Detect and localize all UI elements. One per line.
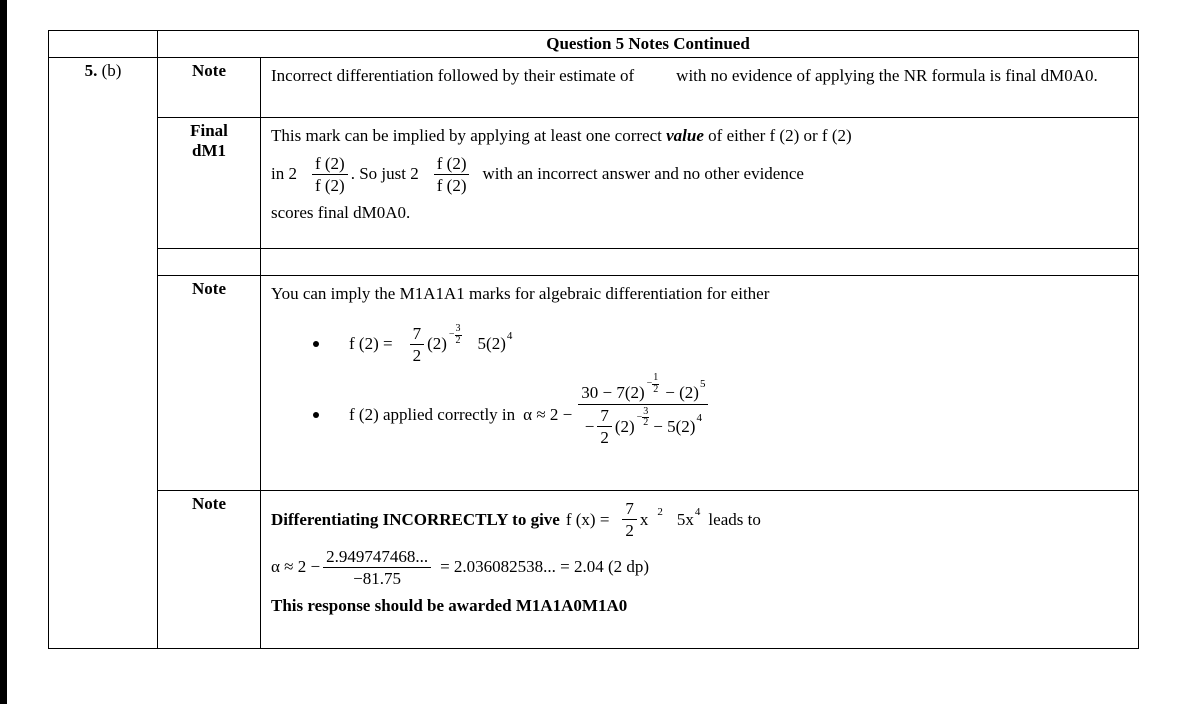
fraction-numerator: 7 [597,405,612,427]
applied-correctly-text: f (2) applied correctly in [349,405,516,425]
note2-row [49,276,1139,491]
bullet-item-2 [313,372,1128,449]
note3-content-cell [261,491,1139,649]
numerator-part-b: − (2) [665,383,699,403]
second-term: 5x [676,509,694,529]
f-prime-2-lhs: f (2) = [349,334,393,354]
final-dm1-last-line: scores final dM0A0. [271,203,411,222]
alpha-approx-text: α ≈ 2 − [271,557,321,577]
exponent-numerator: 3 [643,405,649,417]
empty-spacer-row [49,249,1139,276]
note1-row [49,58,1139,118]
final-dm1-label [158,118,261,249]
exponent-minus: − [636,411,643,423]
fraction-denominator: 2 [412,345,422,365]
exponent-minus: − [646,377,653,389]
notes-table [48,30,1139,649]
exponent-stack [642,407,649,429]
header-left-empty-cell [49,31,158,58]
note3-row [49,491,1139,649]
base-term: (2) [427,334,447,354]
bullet-item-1 [313,323,1128,367]
final-dm1-sentence1 [271,123,1128,149]
exponent-minus: − [448,329,455,340]
fraction-numerator: f (2) [312,153,348,175]
note3-line1 [271,498,1128,542]
exponent-denominator: 2 [455,334,461,346]
differentiating-bold-text: Differentiating INCORRECTLY to give [271,509,560,529]
f-prime-x-lhs: f (x) = [565,509,610,529]
bullet1-math [349,323,512,367]
final-dm1-tail-text: with an incorrect answer and no other evidence [482,164,804,184]
big-fraction-denominator [582,405,705,449]
second-term-exponent: 4 [506,330,513,343]
denominator-part-b: − 5(2) [653,417,696,437]
note1-content-cell [261,58,1139,118]
note1-text-after: with no evidence of applying the NR formula is final dM0A0. [676,66,1098,85]
nr-fraction-1 [312,153,348,197]
exponent-stack [652,373,659,395]
denominator-minus: − [584,417,595,437]
note3-label: Note [158,491,261,649]
fraction-denominator: f (2) [314,175,345,195]
note1-paragraph [271,63,1128,89]
result-equals-text: = 2.036082538... = 2.04 (2 dp) [440,557,650,577]
table-title: Question 5 Notes Continued [158,31,1139,58]
final-dm1-label-line2: dM1 [192,141,226,160]
numerator-part-b-exponent: 5 [699,378,706,391]
fraction-denominator: f (2) [436,175,467,195]
exponent-denominator: 2 [653,383,659,395]
fraction-denominator: −81.75 [353,568,401,588]
nr-fraction-2 [434,153,470,197]
x-base: x [639,509,649,529]
value-word-emphasis: value [666,126,704,145]
note1-label: Note [158,58,261,118]
leads-to-text: leads to [708,509,761,529]
final-dm1-math-line [271,153,1128,197]
final-dm1-row [49,118,1139,249]
fraction-numerator: 7 [410,323,425,345]
awarded-marks-text: This response should be awarded M1A1A0M1A0 [271,596,628,615]
note2-intro: You can imply the M1A1A1 marks for algebraic differentiation for either [271,284,770,303]
coefficient-fraction [622,498,637,542]
numerator-part-a: 30 − 7(2) [581,383,645,403]
page-left-edge [0,0,7,704]
x-exponent: 2 [657,505,663,518]
base-term: (2) [614,417,635,437]
question-part: (b) [97,61,122,80]
denominator-part-b-exponent: 4 [696,411,702,424]
coefficient-fraction [410,323,425,367]
newton-raphson-big-fraction [578,372,708,449]
question-number: 5. [84,61,98,80]
empty-spacer-cell [158,249,261,276]
big-fraction-numerator [578,372,708,405]
final-dm1-content-cell [261,118,1139,249]
result-fraction [323,546,431,590]
exponent-fraction [647,373,660,395]
fraction-denominator: 2 [600,428,609,448]
fraction-numerator: 7 [622,498,637,520]
so-just-text: . So just 2 [350,164,419,184]
exponent-denominator: 2 [643,417,649,429]
exponent-numerator: 1 [653,372,659,383]
bullet2-math [349,372,714,449]
coefficient-fraction [597,405,612,449]
header-row [49,31,1139,58]
second-term-exponent: 4 [694,505,701,518]
fraction-numerator: 2.949747468... [323,546,431,568]
bullet-icon [313,412,319,418]
exponent-fraction [637,407,650,429]
bullet-icon [313,341,319,347]
exponent-numerator: 3 [455,323,461,335]
question-label-cell [49,58,158,649]
note3-line2 [271,546,1128,590]
empty-spacer-cell [261,249,1139,276]
note2-label: Note [158,276,261,491]
alpha-approx-text: α ≈ 2 − [523,405,573,425]
exponent-stack [455,324,462,346]
second-term: 5(2) [477,334,506,354]
note2-content-cell [261,276,1139,491]
fraction-denominator: 2 [625,521,634,541]
note1-text-before: Incorrect differentiation followed by their estimate of [271,66,635,85]
final-dm1-sentence1-b: of either f (2) or f (2) [703,126,852,145]
in-2-text: in 2 [271,164,297,184]
final-dm1-sentence1-a: This mark can be implied by applying at least one correct [271,126,667,145]
exponent-fraction [449,324,462,346]
fraction-numerator: f (2) [434,153,470,175]
final-dm1-label-line1: Final [190,121,228,140]
